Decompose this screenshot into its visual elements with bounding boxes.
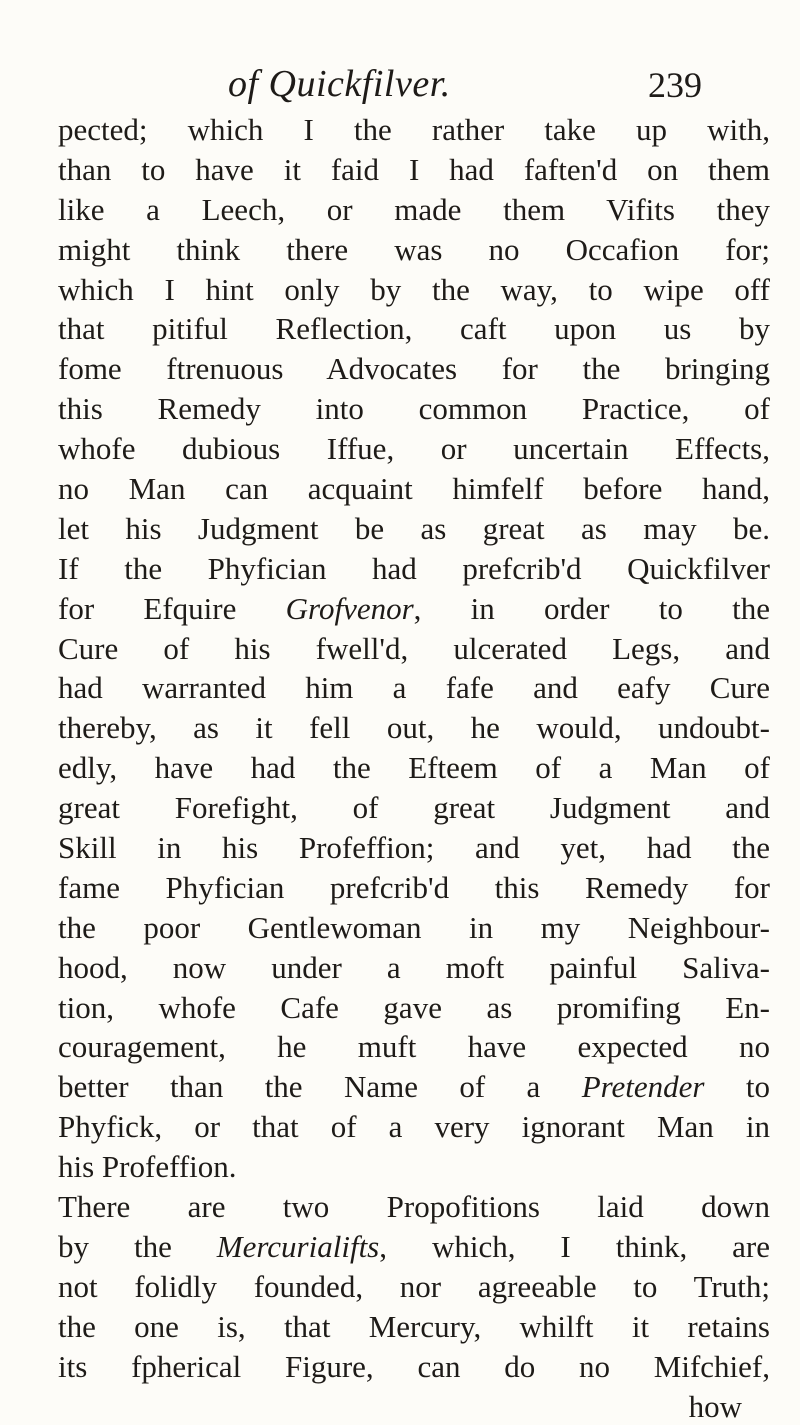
- text-segment: fame Phyfician prefcrib'd this Remedy for: [58, 870, 770, 905]
- text-line: [58, 988, 770, 1028]
- text-line: [58, 469, 770, 509]
- text-segment: great Forefight, of great Judgment and: [58, 790, 770, 825]
- text-line: [58, 668, 770, 708]
- text-segment: pected; which I the rather take up with,: [58, 112, 770, 147]
- text-segment: which I hint only by the way, to wipe off: [58, 272, 770, 307]
- text-segment: better than the Name of a: [58, 1069, 582, 1104]
- text-segment: , which, I think, are: [379, 1229, 770, 1264]
- text-segment: There are two Propofitions laid down: [58, 1189, 770, 1224]
- text-segment: let his Judgment be as great as may be.: [58, 511, 770, 546]
- text-segment: might think there was no Occafion for;: [58, 232, 770, 267]
- text-segment: fome ftrenuous Advocates for the bringing: [58, 351, 770, 386]
- text-line: [58, 429, 770, 469]
- text-line: [58, 1187, 770, 1227]
- text-line: [58, 150, 770, 190]
- italic-text-segment: Pretender: [582, 1069, 705, 1104]
- text-line: [58, 629, 770, 669]
- text-segment: hood, now under a moft painful Saliva-: [58, 950, 770, 985]
- text-line: [58, 1227, 770, 1267]
- italic-text-segment: Grofvenor: [286, 591, 414, 626]
- text-segment: edly, have had the Efteem of a Man of: [58, 750, 770, 785]
- text-line: [58, 190, 770, 230]
- text-segment: had warranted him a fafe and eafy Cure: [58, 670, 770, 705]
- text-line: [58, 788, 770, 828]
- text-line: [58, 309, 770, 349]
- text-segment: the poor Gentlewoman in my Neighbour-: [58, 910, 770, 945]
- text-line: [58, 549, 770, 589]
- text-segment: , in order to the: [414, 591, 770, 626]
- text-segment: by the: [58, 1229, 217, 1264]
- text-line: [58, 589, 770, 629]
- text-segment: the one is, that Mercury, whilft it retains: [58, 1309, 770, 1344]
- italic-text-segment: Mercurialifts: [217, 1229, 379, 1264]
- text-line: [58, 1067, 770, 1107]
- text-segment: that pitiful Reflection, caft upon us by: [58, 311, 770, 346]
- text-segment: for Efquire: [58, 591, 286, 626]
- text-line: [58, 1307, 770, 1347]
- text-segment: no Man can acquaint himfelf before hand,: [58, 471, 770, 506]
- catchword: [58, 1387, 770, 1426]
- text-line: [58, 908, 770, 948]
- text-segment: than to have it faid I had faften'd on them: [58, 152, 770, 187]
- text-segment: how: [689, 1389, 742, 1424]
- text-segment: thereby, as it fell out, he would, undoubt-: [58, 710, 770, 745]
- text-line: [58, 389, 770, 429]
- text-line: [58, 349, 770, 389]
- text-segment: couragement, he muft have expected no: [58, 1029, 770, 1064]
- text-line: [58, 868, 770, 908]
- text-line: [58, 1107, 770, 1147]
- text-segment: If the Phyfician had prefcrib'd Quickfilver: [58, 551, 770, 586]
- text-segment: like a Leech, or made them Vifits they: [58, 192, 770, 227]
- running-title: of Quickfilver.: [228, 62, 451, 106]
- page-header: [0, 62, 800, 112]
- text-line: [58, 1027, 770, 1067]
- text-segment: his Profeffion.: [58, 1149, 237, 1184]
- text-segment: its fpherical Figure, can do no Mifchief,: [58, 1349, 770, 1384]
- text-line: [58, 748, 770, 788]
- page-number: 239: [648, 64, 702, 106]
- text-segment: not folidly founded, nor agreeable to Truth;: [58, 1269, 770, 1304]
- text-line: [58, 110, 770, 150]
- text-segment: Cure of his fwell'd, ulcerated Legs, and: [58, 631, 770, 666]
- text-line: [58, 230, 770, 270]
- text-line: [58, 1347, 770, 1387]
- body-text: [58, 110, 770, 1426]
- text-line: [58, 948, 770, 988]
- text-line: [58, 708, 770, 748]
- text-segment: whofe dubious Iffue, or uncertain Effects,: [58, 431, 770, 466]
- text-segment: Skill in his Profeffion; and yet, had the: [58, 830, 770, 865]
- text-segment: Phyfick, or that of a very ignorant Man in: [58, 1109, 770, 1144]
- text-line: [58, 828, 770, 868]
- text-line: [58, 1267, 770, 1307]
- text-segment: this Remedy into common Practice, of: [58, 391, 770, 426]
- text-line: [58, 1147, 770, 1187]
- text-segment: tion, whofe Cafe gave as promifing En-: [58, 990, 770, 1025]
- text-line: [58, 270, 770, 310]
- text-segment: to: [705, 1069, 771, 1104]
- text-line: [58, 509, 770, 549]
